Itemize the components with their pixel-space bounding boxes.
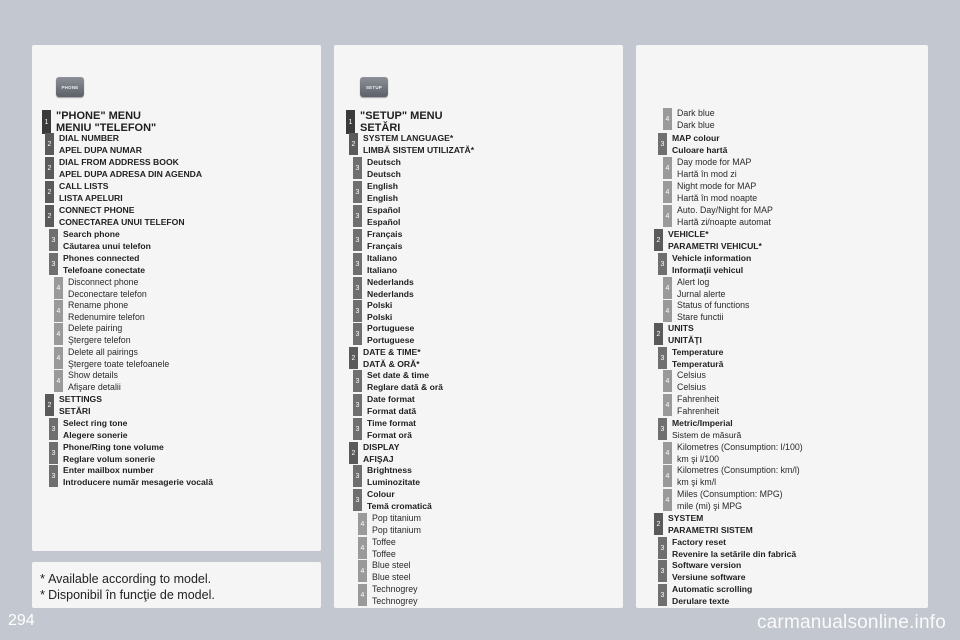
menu-item-level-3 [49, 418, 127, 442]
menu-item-label-en: DIAL NUMBER [59, 133, 119, 143]
menu-item-label-en: Alert log [677, 277, 710, 287]
menu-item-level-2 [654, 229, 762, 253]
level-badge: 2 [349, 133, 358, 155]
level-badge: 3 [658, 347, 667, 369]
level-badge: 3 [353, 157, 362, 179]
menu-item-label-en: Colour [367, 489, 395, 499]
footnote-mark: * [40, 587, 46, 602]
menu-item-level-3 [353, 229, 402, 253]
menu-item-level-3 [658, 584, 752, 608]
menu-item-level-4 [358, 560, 411, 584]
menu-item-level-3 [353, 181, 398, 205]
menu-item-label-ro: Introducere număr mesagerie vocală [63, 476, 213, 487]
menu-item-label-en: VEHICLE* [668, 229, 709, 239]
menu-item-label-ro: Français [367, 240, 403, 251]
level-badge: 3 [353, 205, 362, 227]
menu-item-level-4 [663, 277, 725, 301]
menu-item-label-ro: English [367, 192, 399, 203]
menu-item-label-ro: Polski [367, 311, 393, 322]
menu-item-label-en: Deutsch [367, 157, 401, 167]
level-badge: 3 [353, 323, 362, 345]
level-badge: 4 [663, 370, 672, 392]
menu-item-label-ro: Ştergere telefon [68, 334, 131, 345]
menu-item-level-1 [346, 110, 443, 134]
menu-item-label-en: Brightness [367, 465, 412, 475]
menu-item-label-en: Nederlands [367, 277, 414, 287]
menu-item-label-ro: Format oră [367, 429, 412, 440]
level-badge: 4 [663, 205, 672, 227]
level-badge: 4 [358, 537, 367, 559]
menu-item-label-en: Français [367, 229, 403, 239]
menu-item-label-en: DISPLAY [363, 442, 400, 452]
menu-item-level-4 [663, 442, 803, 466]
level-badge: 3 [49, 229, 58, 251]
menu-item-label-ro: Celsius [677, 381, 706, 392]
menu-item-label-ro: Reglare dată & oră [367, 381, 443, 392]
menu-item-label-en: Delete pairing [68, 323, 123, 333]
menu-item-label-en: Date format [367, 394, 415, 404]
setup-icon-label: SETUP [365, 84, 382, 90]
menu-item-level-3 [353, 277, 414, 301]
menu-item-level-2 [45, 133, 142, 157]
level-badge: 3 [353, 418, 362, 440]
level-badge: 3 [49, 442, 58, 464]
menu-item-label-ro: Căutarea unui telefon [63, 240, 151, 251]
menu-item-label-ro: Temperatură [672, 358, 724, 369]
menu-item-label-en: Italiano [367, 253, 398, 263]
menu-item-label-ro: Pop titanium [372, 524, 421, 535]
menu-item-label-en: DIAL FROM ADDRESS BOOK [59, 157, 179, 167]
menu-item-label-ro: Temă cromatică [367, 500, 432, 511]
menu-item-label-ro: mile (mi) şi MPG [677, 500, 742, 511]
level-badge: 3 [353, 489, 362, 511]
level-badge: 3 [658, 253, 667, 275]
level-badge: 4 [663, 300, 672, 322]
menu-item-label-en: Show details [68, 370, 118, 380]
menu-item-label-ro: Reglare volum sonerie [63, 453, 156, 464]
menu-item-label-ro: Technogrey [372, 595, 418, 606]
watermark: carmanualsonline.info [756, 612, 946, 633]
level-badge: 3 [353, 370, 362, 392]
menu-item-label-en: Enter mailbox number [63, 465, 154, 475]
menu-item-label-ro: AFIŞAJ [363, 453, 394, 464]
menu-item-level-2 [349, 442, 399, 466]
menu-item-label-en: Kilometres (Consumption: km/l) [677, 465, 800, 475]
menu-item-label-ro: Luminozitate [367, 476, 420, 487]
menu-item-label-en: "PHONE" MENU [56, 110, 141, 122]
menu-item-label-ro: Hartă în mod noapte [677, 192, 758, 203]
menu-item-level-3 [658, 537, 796, 561]
level-badge: 4 [358, 560, 367, 582]
level-badge: 3 [49, 253, 58, 275]
menu-item-label-en: Phone/Ring tone volume [63, 442, 164, 452]
menu-item-level-3 [353, 205, 400, 229]
level-badge: 4 [663, 277, 672, 299]
level-badge: 2 [45, 157, 54, 179]
menu-item-level-2 [349, 347, 421, 371]
menu-item-label-ro: Jurnal alerte [677, 288, 726, 299]
menu-item-label-en: Español [367, 205, 401, 215]
level-badge: 2 [45, 205, 54, 227]
menu-item-level-3 [658, 253, 751, 277]
menu-item-label-ro: Versiune software [672, 571, 746, 582]
menu-item-label-en: SETTINGS [59, 394, 102, 404]
menu-item-level-3 [49, 442, 164, 466]
menu-item-level-2 [45, 394, 102, 418]
level-badge: 2 [349, 442, 358, 464]
menu-item-label-ro: PARAMETRI VEHICUL* [668, 240, 762, 251]
level-badge: 2 [45, 133, 54, 155]
level-badge: 2 [654, 229, 663, 251]
footnote [40, 571, 211, 586]
level-badge: 3 [353, 181, 362, 203]
menu-item-level-3 [353, 489, 432, 513]
menu-item-level-3 [353, 465, 420, 489]
menu-item-level-4 [358, 584, 417, 608]
menu-item-label-en: Toffee [372, 537, 396, 547]
menu-item-label-en: Metric/Imperial [672, 418, 733, 428]
menu-item-label-en: SYSTEM [668, 513, 704, 523]
level-badge: 1 [346, 110, 355, 134]
menu-item-level-2 [654, 513, 753, 537]
level-badge: 3 [353, 394, 362, 416]
level-badge: 3 [353, 229, 362, 251]
footnote-mark: * [40, 571, 46, 586]
menu-item-level-3 [353, 253, 397, 277]
level-badge: 3 [658, 418, 667, 440]
menu-item-label-en: SYSTEM LANGUAGE* [363, 133, 454, 143]
level-badge: 4 [358, 513, 367, 535]
level-badge: 4 [54, 323, 63, 345]
menu-item-label-en: MAP colour [672, 133, 720, 143]
menu-item-label-en: Set date & time [367, 370, 430, 380]
menu-item-level-4 [54, 277, 147, 301]
menu-item-level-3 [49, 253, 145, 277]
menu-item-level-4 [663, 394, 719, 418]
menu-item-level-4 [663, 181, 757, 205]
menu-item-label-en: CONNECT PHONE [59, 205, 135, 215]
level-badge: 4 [54, 370, 63, 392]
footnotes [32, 562, 321, 608]
menu-item-label-ro: SETĂRI [59, 405, 91, 416]
menu-item-label-en: Phones connected [63, 253, 140, 263]
menu-item-label-ro: Portuguese [367, 334, 415, 345]
level-badge: 3 [658, 537, 667, 559]
menu-item-level-4 [54, 300, 145, 324]
menu-item-label-en: Celsius [677, 370, 706, 380]
menu-item-label-ro: Dark blue [677, 119, 715, 130]
menu-item-label-ro: Blue steel [372, 571, 411, 582]
menu-item-label-en: Status of functions [677, 300, 750, 310]
page-number: 294 [8, 612, 35, 629]
setup-button-icon [360, 77, 388, 97]
menu-item-label-ro: km şi km/l [677, 476, 717, 487]
menu-item-label-en: CALL LISTS [59, 181, 109, 191]
menu-item-label-en: Software version [672, 560, 742, 570]
menu-item-label-ro: MENIU "TELEFON" [56, 122, 157, 134]
menu-item-label-en: Automatic scrolling [672, 584, 753, 594]
menu-item-level-1 [42, 110, 156, 134]
menu-item-label-en: Select ring tone [63, 418, 128, 428]
menu-item-label-en: Temperature [672, 347, 724, 357]
menu-item-label-en: Vehicle information [672, 253, 752, 263]
level-badge: 4 [663, 181, 672, 203]
menu-item-level-4 [663, 108, 715, 132]
menu-item-label-ro: UNITĂŢI [668, 334, 702, 345]
menu-item-label-ro: LISTA APELURI [59, 192, 123, 203]
menu-item-label-ro: APEL DUPA ADRESA DIN AGENDA [59, 168, 203, 179]
menu-item-label-en: Rename phone [68, 300, 129, 310]
level-badge: 4 [663, 394, 672, 416]
footnote-text: Available according to model. [48, 572, 212, 586]
menu-item-label-en: Auto. Day/Night for MAP [677, 205, 773, 215]
menu-item-label-en: Disconnect phone [68, 277, 139, 287]
menu-item-label-ro: Sistem de măsură [672, 429, 742, 440]
menu-item-label-en: UNITS [668, 323, 694, 333]
menu-item-label-ro: Redenumire telefon [68, 311, 145, 322]
menu-item-label-ro: km şi l/100 [677, 453, 720, 464]
menu-item-label-ro: CONECTAREA UNUI TELEFON [59, 216, 185, 227]
level-badge: 1 [42, 110, 51, 134]
menu-item-level-4 [54, 370, 121, 394]
menu-item-level-3 [49, 465, 213, 489]
menu-item-level-3 [353, 418, 416, 442]
footnote-text: Disponibil în funcţie de model. [48, 588, 215, 602]
menu-item-label-ro: Derulare texte [672, 595, 730, 606]
menu-item-label-en: Delete all pairings [68, 347, 138, 357]
level-badge: 2 [45, 394, 54, 416]
menu-item-label-en: Pop titanium [372, 513, 421, 523]
menu-item-label-ro: APEL DUPA NUMAR [59, 144, 142, 155]
menu-item-label-en: Technogrey [372, 584, 418, 594]
level-badge: 3 [49, 465, 58, 487]
menu-item-label-ro: Revenire la setările din fabrică [672, 548, 797, 559]
level-badge: 3 [49, 418, 58, 440]
menu-item-level-3 [353, 370, 443, 394]
menu-item-label-ro: Alegere sonerie [63, 429, 128, 440]
menu-item-level-3 [353, 300, 392, 324]
menu-item-label-ro: Toffee [372, 548, 396, 559]
menu-item-level-2 [349, 133, 474, 157]
level-badge: 3 [658, 133, 667, 155]
menu-item-level-3 [353, 323, 414, 347]
level-badge: 4 [663, 465, 672, 487]
phone-button-icon [56, 77, 84, 97]
menu-item-label-ro: Hartă în mod zi [677, 168, 737, 179]
menu-item-label-ro: DATĂ & ORĂ* [363, 358, 420, 369]
menu-item-level-2 [45, 181, 123, 205]
menu-item-label-en: "SETUP" MENU [360, 110, 443, 122]
menu-item-label-ro: LIMBĂ SISTEM UTILIZATĂ* [363, 144, 475, 155]
level-badge: 3 [353, 277, 362, 299]
menu-item-label-en: Search phone [63, 229, 120, 239]
menu-item-label-ro: Deconectare telefon [68, 288, 147, 299]
menu-item-label-ro: Nederlands [367, 288, 414, 299]
menu-item-label-en: Blue steel [372, 560, 411, 570]
menu-item-label-ro: Ştergere toate telefoanele [68, 358, 170, 369]
level-badge: 4 [54, 347, 63, 369]
menu-item-label-en: Day mode for MAP [677, 157, 752, 167]
level-badge: 3 [353, 253, 362, 275]
menu-item-level-3 [353, 157, 401, 181]
menu-item-label-en: English [367, 181, 399, 191]
menu-item-label-ro: Fahrenheit [677, 405, 720, 416]
menu-item-label-ro: SETĂRI [360, 122, 401, 134]
level-badge: 2 [654, 323, 663, 345]
menu-item-level-4 [54, 347, 169, 371]
level-badge: 4 [663, 108, 672, 130]
menu-item-label-en: Polski [367, 300, 393, 310]
menu-item-level-2 [654, 323, 702, 347]
level-badge: 3 [353, 465, 362, 487]
level-badge: 3 [353, 300, 362, 322]
menu-item-label-en: Portuguese [367, 323, 415, 333]
menu-item-level-4 [663, 300, 749, 324]
menu-item-label-en: Fahrenheit [677, 394, 720, 404]
menu-item-label-ro: Culoare hartă [672, 144, 728, 155]
level-badge: 2 [654, 513, 663, 535]
menu-item-label-ro: Italiano [367, 264, 398, 275]
menu-item-level-4 [54, 323, 131, 347]
menu-item-label-ro: Format dată [367, 405, 417, 416]
menu-item-label-ro: PARAMETRI SISTEM [668, 524, 753, 535]
menu-item-label-en: Miles (Consumption: MPG) [677, 489, 783, 499]
menu-item-label-en: Night mode for MAP [677, 181, 757, 191]
menu-item-level-2 [45, 205, 185, 229]
menu-item-level-4 [663, 489, 783, 513]
menu-item-level-4 [663, 370, 706, 394]
level-badge: 4 [663, 157, 672, 179]
menu-item-label-ro: Hartă zi/noapte automat [677, 216, 771, 227]
menu-item-label-en: DATE & TIME* [363, 347, 421, 357]
level-badge: 4 [54, 300, 63, 322]
menu-item-level-4 [663, 157, 751, 181]
menu-item-level-4 [663, 205, 773, 229]
menu-item-level-2 [45, 157, 202, 181]
menu-item-level-4 [358, 537, 396, 561]
menu-item-label-ro: Deutsch [367, 168, 401, 179]
menu-item-label-ro: Afişare detalii [68, 381, 121, 392]
menu-item-label-ro: Telefoane conectate [63, 264, 145, 275]
level-badge: 4 [358, 584, 367, 606]
menu-item-level-3 [353, 394, 416, 418]
menu-item-label-en: Kilometres (Consumption: l/100) [677, 442, 803, 452]
level-badge: 4 [54, 277, 63, 299]
level-badge: 3 [658, 560, 667, 582]
level-badge: 4 [663, 442, 672, 464]
menu-item-level-3 [658, 560, 746, 584]
menu-item-level-3 [658, 133, 727, 157]
level-badge: 3 [658, 584, 667, 606]
menu-item-level-4 [663, 465, 800, 489]
menu-item-label-ro: Informaţii vehicul [672, 264, 744, 275]
menu-item-level-3 [49, 229, 151, 253]
level-badge: 4 [663, 489, 672, 511]
menu-item-level-3 [658, 418, 741, 442]
menu-item-label-en: Time format [367, 418, 417, 428]
phone-icon-label: PHONE [61, 84, 79, 90]
menu-item-label-ro: Español [367, 216, 401, 227]
menu-item-level-3 [658, 347, 723, 371]
level-badge: 2 [45, 181, 54, 203]
menu-item-label-en: Factory reset [672, 537, 726, 547]
menu-item-label-ro: Stare functii [677, 311, 724, 322]
menu-item-label-en: Dark blue [677, 108, 715, 118]
menu-item-level-4 [358, 513, 421, 537]
footnote [40, 587, 215, 602]
level-badge: 2 [349, 347, 358, 369]
